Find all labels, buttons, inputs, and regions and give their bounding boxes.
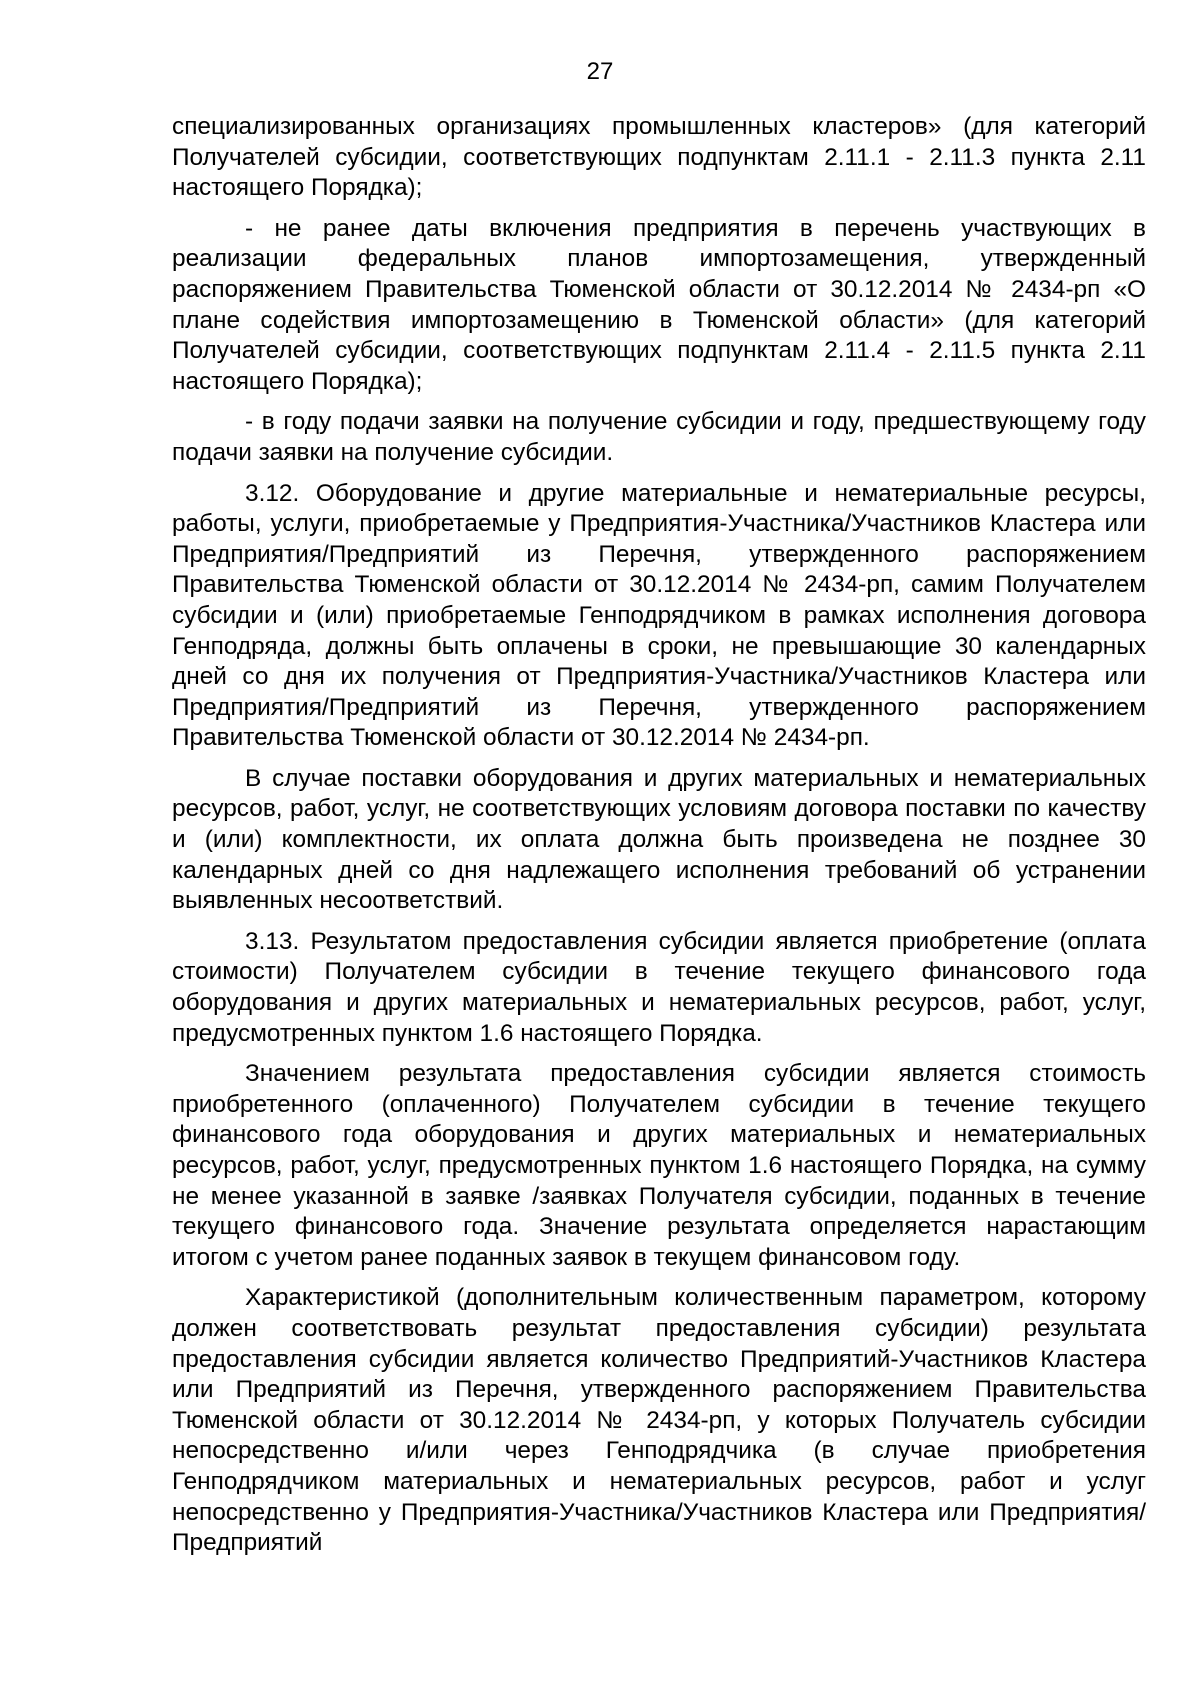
document-body [172,112,1146,1569]
paragraph-3-12: 3.12. Оборудование и другие материальные и нематериальные ресурсы, работы, услуги, приобретаемые у Предприятия-Участника/Участников Кластера или Предприятия/Предприятий из Перечня, утвержденного распоряжением Правительства Тюменской области от 30.12.2014 № 2434-рп, самим Получателем субсидии и (или) приобретаемые Генподрядчиком в рамках исполнения договора Генподряда, должны быть оплачены в сроки, не превышающие 30 календарных дней со дня их получения от Предприятия-Участника/Участников Кластера или Предприятия/Предприятий из Перечня, утвержденного распоряжением Правительства Тюменской области от 30.12.2014 № 2434-рп. [172,479,1146,752]
paragraph-delivery-case: В случае поставки оборудования и других материальных и нематериальных ресурсов, работ, услуг, не соответствующих условиям договора поставки по качеству и (или) комплектности, их оплата должна быть произведена не позднее 30 календарных дней со дня надлежащего исполнения требований об устранении выявленных несоответствий. [172,764,1146,915]
paragraph-3-13: 3.13. Результатом предоставления субсидии является приобретение (оплата стоимости) Получателем субсидии в течение текущего финансового года оборудования и других материальных и нематериальных ресурсов, работ, услуг, предусмотренных пунктом 1.6 настоящего Порядка. [172,927,1146,1047]
paragraph-result-characteristic: Характеристикой (дополнительным количественным параметром, которому должен соответствовать результат предоставления субсидии) результата предоставления субсидии является количество Предприятий-Участников Кластера или Предприятий из Перечня, утвержденного распоряжением Правительства Тюменской области от 30.12.2014 № 2434-рп, у которых Получатель субсидии непосредственно и/или через Генподрядчика (в случае приобретения Генподрядчиком материальных и нематериальных ресурсов, работ и услуг непосредственно у Предприятия-Участника/Участников Кластера или Предприятия/Предприятий [172,1284,1146,1557]
paragraph-result-value: Значением результата предоставления субсидии является стоимость приобретенного (оплаченного) Получателем субсидии в течение текущего финансового года оборудования и других материальных и нематериальных ресурсов, работ, услуг, предусмотренных пунктом 1.6 настоящего Порядка, на сумму не менее указанной в заявке /заявках Получателя субсидии, поданных в течение текущего финансового года. Значение результата определяется нарастающим итогом с учетом ранее поданных заявок в текущем финансовом году. [172,1060,1146,1271]
paragraph-continuation: специализированных организациях промышленных кластеров» (для категорий Получателей субсидии, соответствующих подпунктам 2.11.1 - 2.11.3 пункта 2.11 настоящего Порядка); [172,113,1146,202]
paragraph-import-substitution: - не ранее даты включения предприятия в перечень участвующих в реализации федеральных планов импортозамещения, утвержденный распоряжением Правительства Тюменской области от 30.12.2014 № 2434-рп «О плане содействия импортозамещению в Тюменской области» (для категорий Получателей субсидии, соответствующих подпунктам 2.11.4 - 2.11.5 пункта 2.11 настоящего Порядка); [172,214,1146,395]
page-number: 27 [586,58,614,85]
paragraph-application-year: - в году подачи заявки на получение субсидии и году, предшествующему году подачи заявки на получение субсидии. [172,408,1146,466]
